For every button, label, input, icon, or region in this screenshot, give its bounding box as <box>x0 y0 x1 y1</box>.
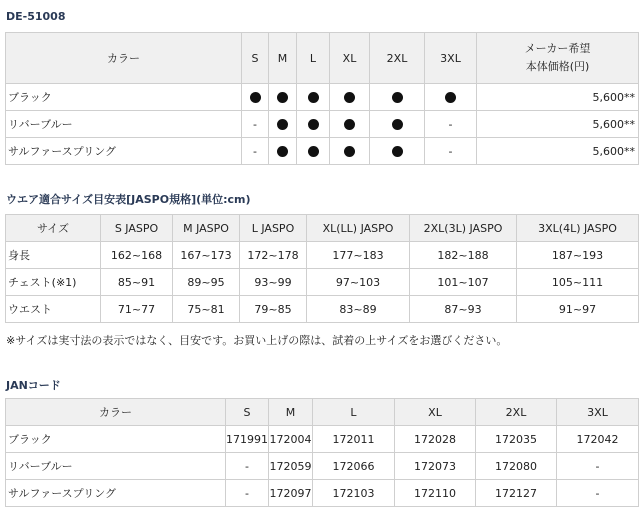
availability-cell <box>269 138 297 165</box>
availability-cell: - <box>425 138 477 165</box>
header-price-line1: メーカー希望 <box>524 42 591 55</box>
jan-header-color: カラー <box>6 399 226 426</box>
available-dot-icon <box>308 92 319 103</box>
available-dot-icon <box>344 119 355 130</box>
jan-row <box>6 426 639 453</box>
size-guide-title: ウエア適合サイズ目安表[JASPO規格](単位:cm) <box>6 193 251 206</box>
available-dot-icon <box>344 92 355 103</box>
size-row-label: 身長 <box>6 242 101 269</box>
size-value: 93~99 <box>240 269 307 296</box>
jan-code: - <box>226 453 269 480</box>
jan-code: 171991 <box>226 426 269 453</box>
header-color: カラー <box>6 33 242 84</box>
jan-code: 172103 <box>313 480 395 507</box>
size-header-s: S JASPO <box>101 215 173 242</box>
available-dot-icon <box>277 146 288 157</box>
availability-cell <box>269 111 297 138</box>
size-header-3xl: 3XL(4L) JASPO <box>517 215 639 242</box>
jan-header-s: S <box>226 399 269 426</box>
available-dot-icon <box>277 92 288 103</box>
size-value: 79~85 <box>240 296 307 323</box>
size-header-l: L JASPO <box>240 215 307 242</box>
jan-header-l: L <box>313 399 395 426</box>
size-value: 187~193 <box>517 242 639 269</box>
size-value: 162~168 <box>101 242 173 269</box>
jan-code: - <box>557 453 639 480</box>
availability-cell <box>297 111 330 138</box>
jan-code: 172066 <box>313 453 395 480</box>
size-row <box>6 242 639 269</box>
jan-code: 172042 <box>557 426 639 453</box>
jan-code: 172080 <box>476 453 557 480</box>
availability-cell <box>370 111 425 138</box>
jan-code: 172011 <box>313 426 395 453</box>
jan-header-row <box>6 399 639 426</box>
size-row <box>6 269 639 296</box>
availability-cell <box>297 84 330 111</box>
size-value: 105~111 <box>517 269 639 296</box>
available-dot-icon <box>344 146 355 157</box>
jan-title: JANコード <box>6 379 61 392</box>
jan-color-name: ブラック <box>6 426 226 453</box>
jan-code: - <box>226 480 269 507</box>
availability-cell <box>242 84 269 111</box>
jan-code: 172035 <box>476 426 557 453</box>
size-value: 177~183 <box>307 242 410 269</box>
jan-code: - <box>557 480 639 507</box>
available-dot-icon <box>392 146 403 157</box>
availability-cell <box>425 84 477 111</box>
availability-cell <box>330 111 370 138</box>
size-header-m: M JASPO <box>173 215 240 242</box>
model-title: DE-51008 <box>6 10 66 23</box>
availability-row <box>6 138 639 165</box>
jan-code: 172059 <box>269 453 313 480</box>
color-name: サルファースプリング <box>6 138 242 165</box>
size-value: 83~89 <box>307 296 410 323</box>
header-size-2xl: 2XL <box>370 33 425 84</box>
size-guide-header-row <box>6 215 639 242</box>
availability-cell <box>297 138 330 165</box>
size-value: 71~77 <box>101 296 173 323</box>
jan-code: 172004 <box>269 426 313 453</box>
jan-header-3xl: 3XL <box>557 399 639 426</box>
size-row <box>6 296 639 323</box>
jan-header-xl: XL <box>395 399 476 426</box>
size-value: 75~81 <box>173 296 240 323</box>
jan-code: 172097 <box>269 480 313 507</box>
jan-code: 172127 <box>476 480 557 507</box>
color-name: リバーブルー <box>6 111 242 138</box>
size-value: 91~97 <box>517 296 639 323</box>
size-header-2xl: 2XL(3L) JASPO <box>410 215 517 242</box>
jan-code: 172028 <box>395 426 476 453</box>
jan-color-name: リバーブルー <box>6 453 226 480</box>
availability-cell: - <box>425 111 477 138</box>
size-value: 87~93 <box>410 296 517 323</box>
jan-header-m: M <box>269 399 313 426</box>
availability-cell <box>370 84 425 111</box>
availability-cell: - <box>242 111 269 138</box>
price-cell: 5,600** <box>477 138 639 165</box>
available-dot-icon <box>250 92 261 103</box>
available-dot-icon <box>445 92 456 103</box>
jan-row <box>6 453 639 480</box>
size-row-label: ウエスト <box>6 296 101 323</box>
size-value: 172~178 <box>240 242 307 269</box>
availability-cell <box>370 138 425 165</box>
available-dot-icon <box>308 119 319 130</box>
color-name: ブラック <box>6 84 242 111</box>
availability-cell <box>330 84 370 111</box>
availability-row <box>6 111 639 138</box>
size-header-label: サイズ <box>6 215 101 242</box>
jan-header-2xl: 2XL <box>476 399 557 426</box>
header-size-l: L <box>297 33 330 84</box>
available-dot-icon <box>392 119 403 130</box>
availability-cell: - <box>242 138 269 165</box>
jan-code: 172110 <box>395 480 476 507</box>
availability-table <box>5 32 639 165</box>
availability-cell <box>330 138 370 165</box>
header-price-line2: 本体価格(円) <box>525 60 590 73</box>
header-size-m: M <box>269 33 297 84</box>
size-value: 85~91 <box>101 269 173 296</box>
price-cell: 5,600** <box>477 84 639 111</box>
header-size-3xl: 3XL <box>425 33 477 84</box>
size-value: 182~188 <box>410 242 517 269</box>
availability-row <box>6 84 639 111</box>
size-value: 97~103 <box>307 269 410 296</box>
size-header-xl: XL(LL) JASPO <box>307 215 410 242</box>
jan-code: 172073 <box>395 453 476 480</box>
size-row-label: チェスト(※1) <box>6 269 101 296</box>
jan-row <box>6 480 639 507</box>
available-dot-icon <box>392 92 403 103</box>
availability-cell <box>269 84 297 111</box>
header-size-xl: XL <box>330 33 370 84</box>
price-cell: 5,600** <box>477 111 639 138</box>
header-size-s: S <box>242 33 269 84</box>
size-value: 101~107 <box>410 269 517 296</box>
available-dot-icon <box>308 146 319 157</box>
available-dot-icon <box>277 119 288 130</box>
jan-color-name: サルファースプリング <box>6 480 226 507</box>
header-price <box>477 33 639 84</box>
availability-header-row <box>6 33 639 84</box>
size-guide-table <box>5 214 639 323</box>
size-value: 89~95 <box>173 269 240 296</box>
jan-table <box>5 398 639 507</box>
size-value: 167~173 <box>173 242 240 269</box>
size-note: ※サイズは実寸法の表示ではなく、目安です。お買い上げの際は、試着の上サイズをお選びください。 <box>6 334 508 347</box>
